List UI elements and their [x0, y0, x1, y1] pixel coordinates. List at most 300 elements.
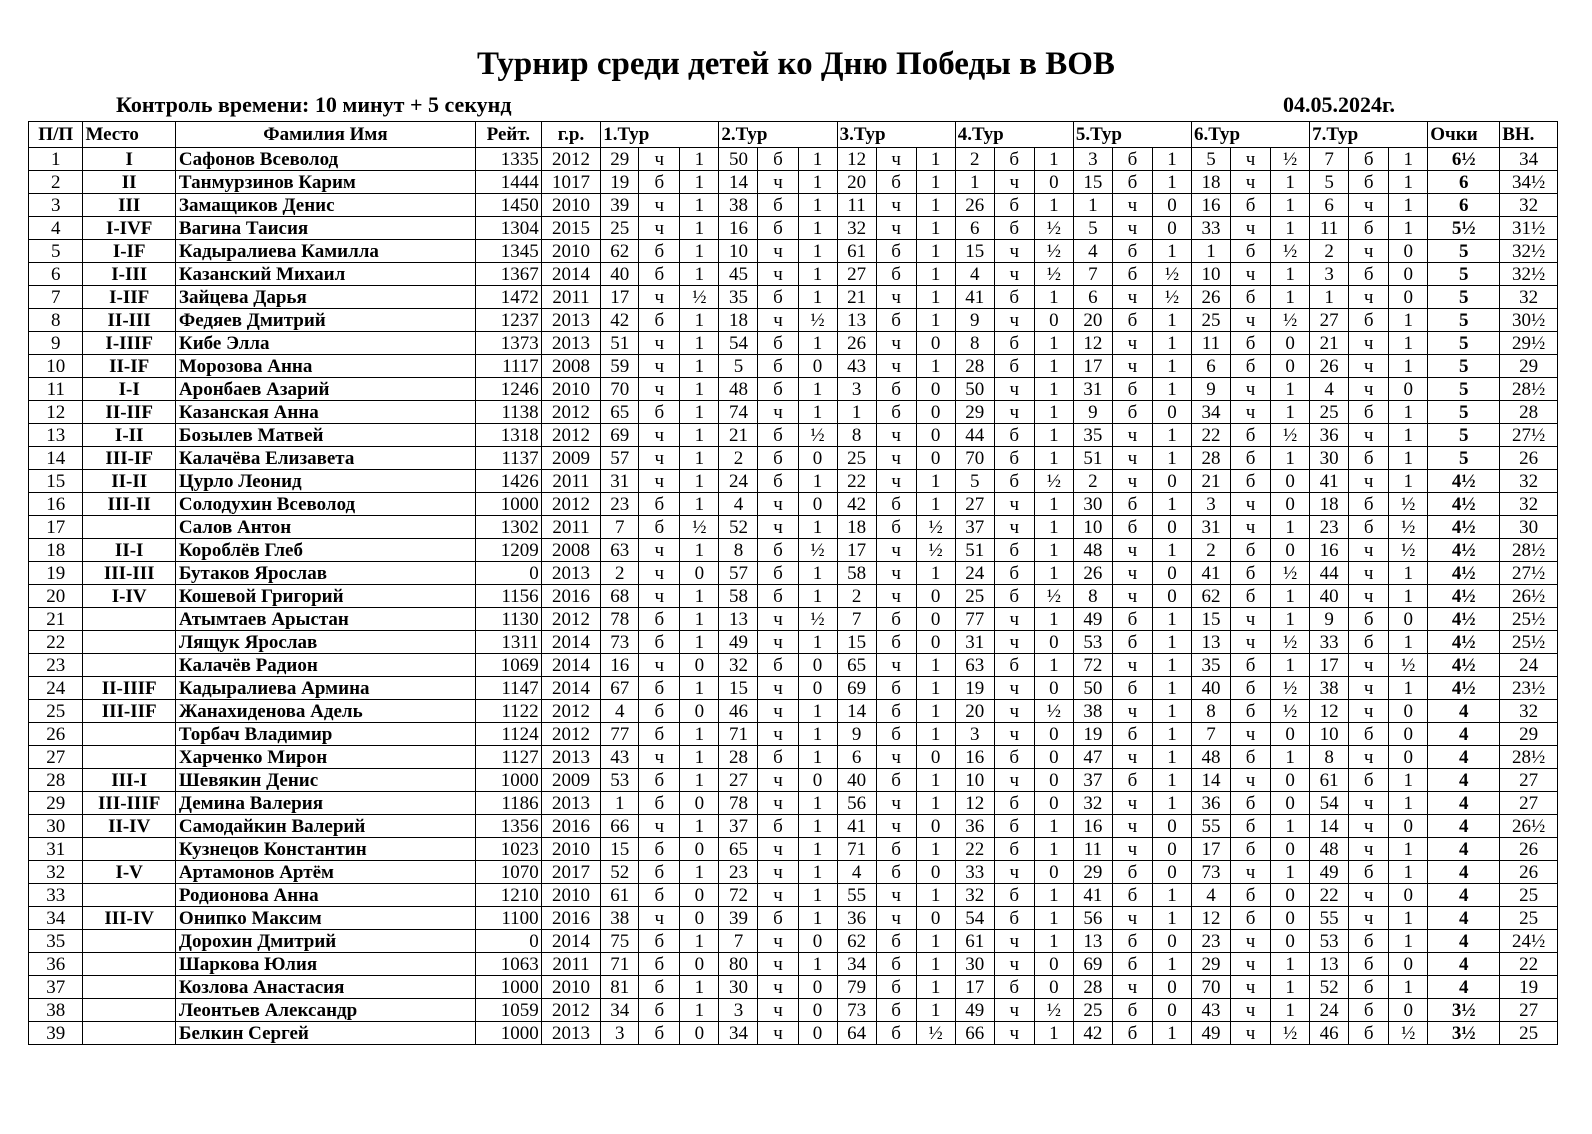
rating-cell: 1127 — [475, 746, 541, 769]
round-1-color: б — [639, 769, 680, 792]
round-2-result: 1 — [798, 746, 837, 769]
round-7-result: 1 — [1389, 907, 1428, 930]
round-3-result: 0 — [916, 447, 955, 470]
place-cell: III — [83, 194, 175, 217]
round-6-opponent: 8 — [1191, 700, 1230, 723]
round-4-color: ч — [994, 171, 1034, 194]
rating-cell: 1186 — [475, 792, 541, 815]
round-3-opponent: 18 — [837, 516, 876, 539]
player-name: Торбач Владимир — [175, 723, 475, 746]
round-4-opponent: 17 — [955, 976, 994, 999]
birth-year-cell: 2012 — [541, 493, 601, 516]
buchholz-cell: 32½ — [1500, 240, 1558, 263]
round-1-result: 1 — [680, 677, 719, 700]
round-5-result: 0 — [1152, 217, 1191, 240]
round-6-result: 1 — [1271, 654, 1310, 677]
round-7-color: ч — [1349, 240, 1389, 263]
num-cell: 22 — [29, 631, 83, 654]
round-4-opponent: 30 — [955, 953, 994, 976]
round-5-opponent: 26 — [1073, 562, 1112, 585]
round-6-result: 1 — [1271, 861, 1310, 884]
round-6-result: 1 — [1271, 401, 1310, 424]
round-4-result: 1 — [1034, 332, 1073, 355]
round-7-color: б — [1349, 608, 1389, 631]
round-4-color: б — [994, 907, 1034, 930]
round-1-color: ч — [639, 194, 680, 217]
round-2-result: 0 — [798, 493, 837, 516]
round-5-color: ч — [1112, 838, 1152, 861]
place-cell: III-IV — [83, 907, 175, 930]
points-cell: 4 — [1428, 700, 1500, 723]
round-7-opponent: 3 — [1310, 263, 1349, 286]
round-6-result: 1 — [1271, 194, 1310, 217]
round-5-opponent: 32 — [1073, 792, 1112, 815]
birth-year-cell: 2008 — [541, 355, 601, 378]
birth-year-cell: 2016 — [541, 585, 601, 608]
round-3-color: ч — [876, 332, 916, 355]
round-4-result: 0 — [1034, 171, 1073, 194]
buchholz-cell: 34½ — [1500, 171, 1558, 194]
round-7-opponent: 4 — [1310, 378, 1349, 401]
player-name: Кибе Элла — [175, 332, 475, 355]
num-cell: 25 — [29, 700, 83, 723]
round-6-opponent: 6 — [1191, 355, 1230, 378]
birth-year-cell: 2014 — [541, 654, 601, 677]
round-2-result: 1 — [798, 884, 837, 907]
round-6-color: б — [1231, 447, 1271, 470]
round-7-color: б — [1349, 953, 1389, 976]
round-6-color: б — [1231, 286, 1271, 309]
buchholz-cell: 22 — [1500, 953, 1558, 976]
results-body — [29, 148, 1558, 1045]
round-6-color: б — [1231, 585, 1271, 608]
table-row — [29, 355, 1558, 378]
round-4-opponent: 24 — [955, 562, 994, 585]
round-3-color: б — [876, 1022, 916, 1045]
place-cell: I-IV — [83, 585, 175, 608]
round-2-opponent: 16 — [719, 217, 758, 240]
birth-year-cell: 2013 — [541, 1022, 601, 1045]
round-7-color: б — [1349, 447, 1389, 470]
round-5-opponent: 30 — [1073, 493, 1112, 516]
round-2-color: ч — [758, 401, 798, 424]
round-5-result: 1 — [1152, 884, 1191, 907]
round-7-opponent: 27 — [1310, 309, 1349, 332]
round-7-color: ч — [1349, 907, 1389, 930]
round-5-color: ч — [1112, 355, 1152, 378]
birth-year-cell: 2010 — [541, 194, 601, 217]
round-2-result: 1 — [798, 700, 837, 723]
round-6-color: ч — [1231, 608, 1271, 631]
table-row — [29, 539, 1558, 562]
points-cell: 4½ — [1428, 493, 1500, 516]
round-4-result: ½ — [1034, 470, 1073, 493]
round-6-result: 1 — [1271, 263, 1310, 286]
round-7-color: ч — [1349, 677, 1389, 700]
round-2-color: б — [758, 194, 798, 217]
buchholz-cell: 26 — [1500, 861, 1558, 884]
round-1-result: 0 — [680, 700, 719, 723]
round-6-opponent: 12 — [1191, 907, 1230, 930]
round-3-result: 1 — [916, 930, 955, 953]
round-2-color: ч — [758, 608, 798, 631]
round-4-opponent: 50 — [955, 378, 994, 401]
round-7-result: 0 — [1389, 378, 1428, 401]
rating-cell: 1070 — [475, 861, 541, 884]
round-1-opponent: 40 — [601, 263, 639, 286]
round-5-color: ч — [1112, 286, 1152, 309]
header-round-7: 7.Тур — [1310, 122, 1428, 148]
round-2-result: ½ — [798, 424, 837, 447]
round-3-color: ч — [876, 884, 916, 907]
round-1-result: 1 — [680, 769, 719, 792]
round-5-result: 1 — [1152, 148, 1191, 171]
round-1-result: 1 — [680, 470, 719, 493]
round-7-opponent: 33 — [1310, 631, 1349, 654]
round-1-result: 1 — [680, 217, 719, 240]
round-7-result: 1 — [1389, 470, 1428, 493]
round-7-color: ч — [1349, 424, 1389, 447]
round-7-result: 1 — [1389, 447, 1428, 470]
round-3-color: б — [876, 700, 916, 723]
round-4-opponent: 6 — [955, 217, 994, 240]
round-2-opponent: 50 — [719, 148, 758, 171]
round-2-color: ч — [758, 240, 798, 263]
round-3-opponent: 21 — [837, 286, 876, 309]
player-name: Казанская Анна — [175, 401, 475, 424]
round-1-opponent: 71 — [601, 953, 639, 976]
points-cell: 4 — [1428, 861, 1500, 884]
round-5-color: ч — [1112, 470, 1152, 493]
round-4-opponent: 26 — [955, 194, 994, 217]
points-cell: 4½ — [1428, 585, 1500, 608]
round-5-color: ч — [1112, 585, 1152, 608]
points-cell: 5 — [1428, 355, 1500, 378]
player-name: Короблёв Глеб — [175, 539, 475, 562]
round-1-result: 1 — [680, 263, 719, 286]
player-name: Артамонов Артём — [175, 861, 475, 884]
round-4-color: б — [994, 355, 1034, 378]
round-3-result: 1 — [916, 562, 955, 585]
place-cell: I-IVF — [83, 217, 175, 240]
table-row — [29, 608, 1558, 631]
table-row — [29, 999, 1558, 1022]
header-rating: Рейт. — [475, 122, 541, 148]
round-1-opponent: 19 — [601, 171, 639, 194]
round-4-color: ч — [994, 861, 1034, 884]
points-cell: 4 — [1428, 723, 1500, 746]
round-2-result: 1 — [798, 953, 837, 976]
round-6-result: 1 — [1271, 815, 1310, 838]
round-7-opponent: 6 — [1310, 194, 1349, 217]
round-3-color: б — [876, 999, 916, 1022]
round-3-opponent: 4 — [837, 861, 876, 884]
round-2-result: 0 — [798, 1022, 837, 1045]
round-7-color: б — [1349, 516, 1389, 539]
num-cell: 8 — [29, 309, 83, 332]
round-2-opponent: 57 — [719, 562, 758, 585]
rating-cell: 1426 — [475, 470, 541, 493]
round-2-result: ½ — [798, 309, 837, 332]
round-4-result: 0 — [1034, 953, 1073, 976]
player-name: Лящук Ярослав — [175, 631, 475, 654]
round-1-opponent: 7 — [601, 516, 639, 539]
points-cell: 4½ — [1428, 631, 1500, 654]
round-2-color: ч — [758, 884, 798, 907]
round-2-result: 0 — [798, 930, 837, 953]
round-6-opponent: 31 — [1191, 516, 1230, 539]
round-4-color: б — [994, 286, 1034, 309]
round-4-opponent: 77 — [955, 608, 994, 631]
birth-year-cell: 2011 — [541, 953, 601, 976]
place-cell: II-IIIF — [83, 677, 175, 700]
round-3-result: 0 — [916, 746, 955, 769]
round-6-result: 1 — [1271, 217, 1310, 240]
round-1-opponent: 16 — [601, 654, 639, 677]
place-cell — [83, 516, 175, 539]
round-4-result: 1 — [1034, 148, 1073, 171]
points-cell: 4½ — [1428, 562, 1500, 585]
round-1-color: ч — [639, 539, 680, 562]
round-7-opponent: 16 — [1310, 539, 1349, 562]
round-2-opponent: 39 — [719, 907, 758, 930]
round-7-result: 1 — [1389, 930, 1428, 953]
birth-year-cell: 2013 — [541, 309, 601, 332]
round-6-color: б — [1231, 194, 1271, 217]
round-1-opponent: 2 — [601, 562, 639, 585]
player-name: Самодайкин Валерий — [175, 815, 475, 838]
round-3-result: 1 — [916, 976, 955, 999]
round-2-opponent: 45 — [719, 263, 758, 286]
round-6-color: ч — [1231, 631, 1271, 654]
round-6-opponent: 73 — [1191, 861, 1230, 884]
round-4-result: 1 — [1034, 378, 1073, 401]
player-name: Аронбаев Азарий — [175, 378, 475, 401]
round-3-result: 0 — [916, 401, 955, 424]
round-7-color: б — [1349, 309, 1389, 332]
birth-year-cell: 2014 — [541, 631, 601, 654]
round-2-color: ч — [758, 861, 798, 884]
round-2-color: б — [758, 217, 798, 240]
round-5-color: ч — [1112, 424, 1152, 447]
buchholz-cell: 28½ — [1500, 539, 1558, 562]
round-6-color: б — [1231, 838, 1271, 861]
round-4-result: ½ — [1034, 585, 1073, 608]
place-cell — [83, 746, 175, 769]
round-5-color: ч — [1112, 907, 1152, 930]
place-cell: II-IV — [83, 815, 175, 838]
round-7-result: 1 — [1389, 194, 1428, 217]
round-3-result: 1 — [916, 838, 955, 861]
round-1-result: 1 — [680, 976, 719, 999]
round-6-color: ч — [1231, 217, 1271, 240]
table-row — [29, 930, 1558, 953]
round-1-color: б — [639, 884, 680, 907]
points-cell: 4½ — [1428, 677, 1500, 700]
round-5-color: б — [1112, 263, 1152, 286]
round-7-opponent: 2 — [1310, 240, 1349, 263]
round-1-result: 1 — [680, 585, 719, 608]
round-7-opponent: 30 — [1310, 447, 1349, 470]
num-cell: 13 — [29, 424, 83, 447]
rating-cell: 1138 — [475, 401, 541, 424]
round-4-opponent: 8 — [955, 332, 994, 355]
place-cell: III-IF — [83, 447, 175, 470]
round-6-opponent: 22 — [1191, 424, 1230, 447]
round-2-opponent: 72 — [719, 884, 758, 907]
round-5-color: ч — [1112, 217, 1152, 240]
rating-cell: 1000 — [475, 493, 541, 516]
round-3-opponent: 20 — [837, 171, 876, 194]
round-4-result: 0 — [1034, 976, 1073, 999]
header-name: Фамилия Имя — [175, 122, 475, 148]
round-6-result: 0 — [1271, 907, 1310, 930]
round-4-result: ½ — [1034, 240, 1073, 263]
round-6-opponent: 41 — [1191, 562, 1230, 585]
round-5-color: б — [1112, 723, 1152, 746]
round-6-opponent: 5 — [1191, 148, 1230, 171]
round-5-result: 1 — [1152, 723, 1191, 746]
round-1-opponent: 68 — [601, 585, 639, 608]
round-1-result: ½ — [680, 516, 719, 539]
round-4-opponent: 29 — [955, 401, 994, 424]
round-6-result: 0 — [1271, 332, 1310, 355]
round-6-color: б — [1231, 700, 1271, 723]
round-3-color: б — [876, 309, 916, 332]
round-2-opponent: 78 — [719, 792, 758, 815]
round-7-color: б — [1349, 723, 1389, 746]
round-6-opponent: 21 — [1191, 470, 1230, 493]
round-3-opponent: 3 — [837, 378, 876, 401]
round-7-color: ч — [1349, 585, 1389, 608]
buchholz-cell: 23½ — [1500, 677, 1558, 700]
round-6-result: 0 — [1271, 493, 1310, 516]
num-cell: 7 — [29, 286, 83, 309]
player-name: Сафонов Всеволод — [175, 148, 475, 171]
round-3-result: 0 — [916, 861, 955, 884]
round-2-color: ч — [758, 677, 798, 700]
buchholz-cell: 25½ — [1500, 631, 1558, 654]
round-1-opponent: 31 — [601, 470, 639, 493]
round-3-opponent: 36 — [837, 907, 876, 930]
round-2-color: б — [758, 815, 798, 838]
round-7-result: ½ — [1389, 539, 1428, 562]
round-4-opponent: 61 — [955, 930, 994, 953]
round-4-result: 1 — [1034, 447, 1073, 470]
round-4-color: б — [994, 470, 1034, 493]
round-4-result: 1 — [1034, 815, 1073, 838]
table-row — [29, 884, 1558, 907]
round-5-result: 1 — [1152, 654, 1191, 677]
round-1-opponent: 29 — [601, 148, 639, 171]
round-4-result: 0 — [1034, 309, 1073, 332]
points-cell: 5 — [1428, 286, 1500, 309]
round-3-opponent: 6 — [837, 746, 876, 769]
player-name: Кузнецов Константин — [175, 838, 475, 861]
round-2-result: 1 — [798, 194, 837, 217]
round-4-color: ч — [994, 930, 1034, 953]
round-4-result: ½ — [1034, 263, 1073, 286]
points-cell: 4½ — [1428, 654, 1500, 677]
round-4-opponent: 49 — [955, 999, 994, 1022]
round-1-opponent: 57 — [601, 447, 639, 470]
round-7-result: ½ — [1389, 1022, 1428, 1045]
round-5-result: 1 — [1152, 700, 1191, 723]
round-7-color: ч — [1349, 355, 1389, 378]
round-4-color: б — [994, 792, 1034, 815]
round-4-opponent: 22 — [955, 838, 994, 861]
points-cell: 4 — [1428, 769, 1500, 792]
round-7-opponent: 38 — [1310, 677, 1349, 700]
birth-year-cell: 2011 — [541, 470, 601, 493]
round-7-result: 1 — [1389, 838, 1428, 861]
round-5-color: б — [1112, 516, 1152, 539]
round-6-color: б — [1231, 332, 1271, 355]
round-7-color: ч — [1349, 700, 1389, 723]
round-7-opponent: 10 — [1310, 723, 1349, 746]
round-1-color: б — [639, 723, 680, 746]
round-1-result: 1 — [680, 631, 719, 654]
round-7-opponent: 54 — [1310, 792, 1349, 815]
num-cell: 24 — [29, 677, 83, 700]
birth-year-cell: 2014 — [541, 263, 601, 286]
round-5-result: 1 — [1152, 769, 1191, 792]
round-4-opponent: 10 — [955, 769, 994, 792]
round-3-opponent: 34 — [837, 953, 876, 976]
round-4-color: б — [994, 217, 1034, 240]
round-2-result: 1 — [798, 631, 837, 654]
round-6-color: ч — [1231, 999, 1271, 1022]
round-5-opponent: 38 — [1073, 700, 1112, 723]
round-4-color: б — [994, 585, 1034, 608]
table-row — [29, 217, 1558, 240]
round-1-color: ч — [639, 286, 680, 309]
round-7-result: 1 — [1389, 217, 1428, 240]
round-6-color: б — [1231, 470, 1271, 493]
round-4-result: 1 — [1034, 493, 1073, 516]
num-cell: 38 — [29, 999, 83, 1022]
rating-cell: 1472 — [475, 286, 541, 309]
buchholz-cell: 28½ — [1500, 746, 1558, 769]
round-4-color: б — [994, 447, 1034, 470]
round-3-opponent: 40 — [837, 769, 876, 792]
round-2-opponent: 30 — [719, 976, 758, 999]
round-3-result: 0 — [916, 631, 955, 654]
birth-year-cell: 2013 — [541, 746, 601, 769]
round-3-color: ч — [876, 194, 916, 217]
round-7-color: ч — [1349, 884, 1389, 907]
table-row — [29, 424, 1558, 447]
buchholz-cell: 27 — [1500, 769, 1558, 792]
round-2-opponent: 7 — [719, 930, 758, 953]
round-5-opponent: 28 — [1073, 976, 1112, 999]
round-7-color: ч — [1349, 815, 1389, 838]
round-2-opponent: 8 — [719, 539, 758, 562]
round-3-opponent: 62 — [837, 930, 876, 953]
round-6-result: ½ — [1271, 424, 1310, 447]
round-6-result: 1 — [1271, 447, 1310, 470]
round-7-opponent: 61 — [1310, 769, 1349, 792]
player-name: Зайцева Дарья — [175, 286, 475, 309]
round-4-color: б — [994, 562, 1034, 585]
round-4-color: б — [994, 746, 1034, 769]
table-row — [29, 1022, 1558, 1045]
round-2-color: ч — [758, 723, 798, 746]
round-3-color: ч — [876, 746, 916, 769]
round-2-result: 1 — [798, 562, 837, 585]
round-7-color: б — [1349, 769, 1389, 792]
round-4-color: б — [994, 424, 1034, 447]
